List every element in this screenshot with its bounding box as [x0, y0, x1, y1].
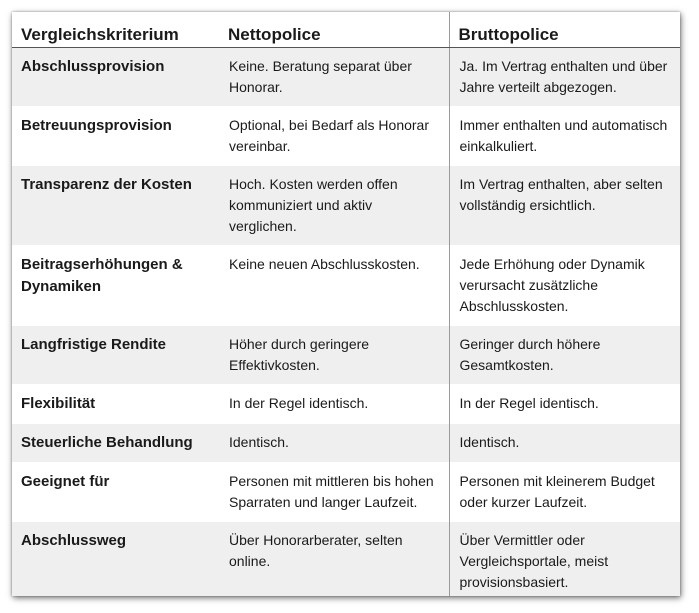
table-row — [12, 462, 680, 521]
table-row — [12, 245, 680, 325]
table-row — [12, 384, 680, 423]
row-criterion: Geeignet für — [21, 472, 110, 490]
header-net-policy: Nettopolice — [219, 12, 449, 47]
table-row — [12, 106, 680, 165]
comparison-table — [12, 12, 680, 596]
table-row — [12, 47, 680, 106]
row-gross-value: Jede Erhöhung oder Dynamik verursacht zusätzliche Abschlusskosten. — [459, 255, 645, 314]
row-net-value: Hoch. Kosten werden offen kommuniziert und aktiv verglichen. — [219, 165, 449, 245]
row-criterion: Flexibilität — [21, 394, 96, 412]
row-gross-value: Identisch. — [459, 433, 520, 450]
row-gross-value: In der Regel identisch. — [459, 394, 599, 411]
table-row — [12, 423, 680, 462]
row-net-value: Keine neuen Abschlusskosten. — [219, 245, 449, 325]
header-gross-policy: Bruttopolice — [449, 12, 680, 47]
row-net-value: Höher durch geringere Effektivkosten. — [219, 325, 449, 384]
header-criterion: Vergleichskriterium — [12, 12, 219, 47]
table-header-row — [12, 12, 680, 47]
row-gross-value: Über Vermittler oder Vergleichsportale, meist provisionsbasiert. — [459, 531, 609, 590]
row-criterion: Langfristige Rendite — [21, 335, 167, 353]
table-row — [12, 165, 680, 245]
comparison-table-card — [12, 12, 680, 596]
row-gross-value: Geringer durch höhere Gesamtkosten. — [459, 335, 601, 373]
row-net-value: In der Regel identisch. — [219, 384, 449, 423]
row-net-value: Keine. Beratung separat über Honorar. — [219, 47, 449, 106]
row-criterion: Betreuungsprovision — [21, 116, 172, 134]
row-criterion: Transparenz der Kosten — [21, 175, 192, 193]
row-net-value: Über Honorarberater, selten online. — [219, 521, 449, 596]
row-criterion: Abschlussweg — [21, 531, 127, 549]
table-row — [12, 325, 680, 384]
row-criterion: Beitragserhöhungen & Dynamiken — [21, 255, 183, 295]
row-gross-value: Im Vertrag enthalten, aber selten vollständig ersichtlich. — [459, 175, 663, 213]
row-gross-value: Personen mit kleinerem Budget oder kurzer Laufzeit. — [459, 472, 655, 510]
row-gross-value: Immer enthalten und automatisch einkalkuliert. — [459, 116, 668, 154]
row-criterion: Abschlussprovision — [21, 57, 165, 75]
row-net-value: Identisch. — [219, 423, 449, 462]
row-criterion: Steuerliche Behandlung — [21, 433, 193, 451]
row-gross-value: Ja. Im Vertrag enthalten und über Jahre verteilt abgezogen. — [459, 57, 668, 95]
row-net-value: Personen mit mittleren bis hohen Sparraten und langer Laufzeit. — [219, 462, 449, 521]
row-net-value: Optional, bei Bedarf als Honorar vereinbar. — [219, 106, 449, 165]
table-row — [12, 521, 680, 596]
